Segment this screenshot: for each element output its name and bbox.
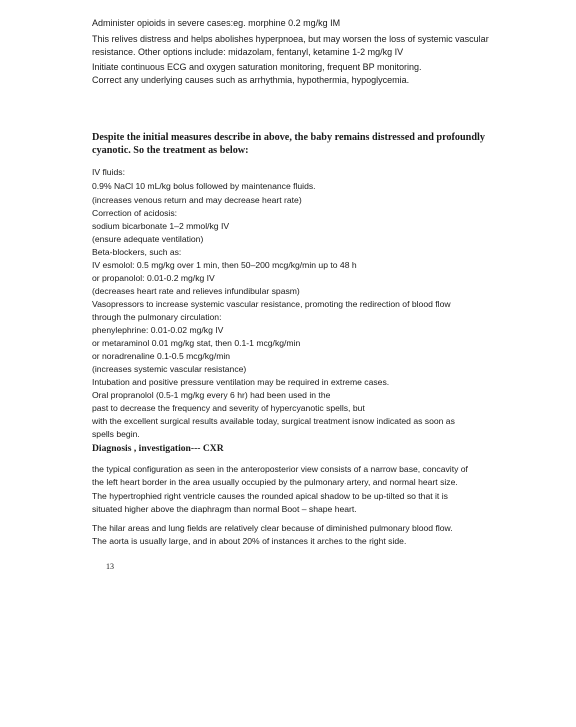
text-line: IV esmolol: 0.5 mg/kg over 1 min, then 50–200 mcg/kg/min up to 48 h (92, 260, 357, 270)
heading-line: Despite the initial measures describe in above, the baby remains distressed and profoundly (92, 132, 485, 143)
text-line: 0.9% NaCl 10 mL/kg bolus followed by maintenance fluids. (92, 181, 316, 191)
text-line: Initiate continuous ECG and oxygen saturation monitoring, frequent BP monitoring. (92, 62, 422, 72)
text-line: resistance. Other options include: midazolam, fentanyl, ketamine 1-2 mg/kg IV (92, 47, 404, 57)
text-line: (ensure adequate ventilation) (92, 234, 204, 244)
text-line: past to decrease the frequency and severity of hypercyanotic spells, but (92, 403, 365, 413)
text-line: (decreases heart rate and relieves infundibular spasm) (92, 286, 300, 296)
text-line: Correct any underlying causes such as arrhythmia, hypothermia, hypoglycemia. (92, 75, 410, 85)
page-number: 13 (106, 562, 114, 571)
text-line: situated higher above the diaphragm than normal Boot – shape heart. (92, 504, 357, 514)
text-line: Vasopressors to increase systemic vascular resistance, promoting the redirection of blood flow (92, 299, 451, 309)
text-line: or noradrenaline 0.1-0.5 mcg/kg/min (92, 351, 231, 361)
text-line: sodium bicarbonate 1–2 mmol/kg IV (92, 221, 230, 231)
text-line: The hypertrophied right ventricle causes the rounded apical shadow to be up-tilted so that it is (92, 491, 448, 501)
text-line: Correction of acidosis: (92, 208, 178, 218)
text-line: The hilar areas and lung fields are relatively clear because of diminished pulmonary blood flow. (92, 523, 453, 533)
section-heading: Diagnosis , investigation--- CXR (92, 443, 224, 454)
text-line: phenylephrine: 0.01-0.02 mg/kg IV (92, 325, 224, 335)
text-line: This relives distress and helps abolishes hyperpnoea, but may worsen the loss of systemic vascular (92, 34, 489, 44)
text-line: Oral propranolol (0.5-1 mg/kg every 6 hr) had been used in the (92, 390, 331, 400)
text-line: the typical configuration as seen in the anteroposterior view consists of a narrow base, concavity of (92, 464, 468, 474)
text-line: or metaraminol 0.01 mg/kg stat, then 0.1-1 mcg/kg/min (92, 338, 301, 348)
text-line: Intubation and positive pressure ventilation may be required in extreme cases. (92, 377, 390, 387)
text-line: spells begin. (92, 429, 140, 439)
text-line: through the pulmonary circulation: (92, 312, 222, 322)
text-line: (increases venous return and may decrease heart rate) (92, 195, 302, 205)
text-line: Beta-blockers, such as: (92, 247, 182, 257)
text-line: Administer opioids in severe cases:eg. morphine 0.2 mg/kg IM (92, 18, 341, 28)
text-line: the left heart border in the area usually occupied by the pulmonary artery, and normal heart size. (92, 477, 458, 487)
heading-line: cyanotic. So the treatment as below: (92, 145, 249, 156)
text-line: The aorta is usually large, and in about 20% of instances it arches to the right side. (92, 536, 407, 546)
text-line: with the excellent surgical results available today, surgical treatment isnow indicated as soon as (92, 416, 455, 426)
text-line: IV fluids: (92, 167, 125, 177)
text-line: or propanolol: 0.01-0.2 mg/kg IV (92, 273, 215, 283)
text-line: (increases systemic vascular resistance) (92, 364, 247, 374)
